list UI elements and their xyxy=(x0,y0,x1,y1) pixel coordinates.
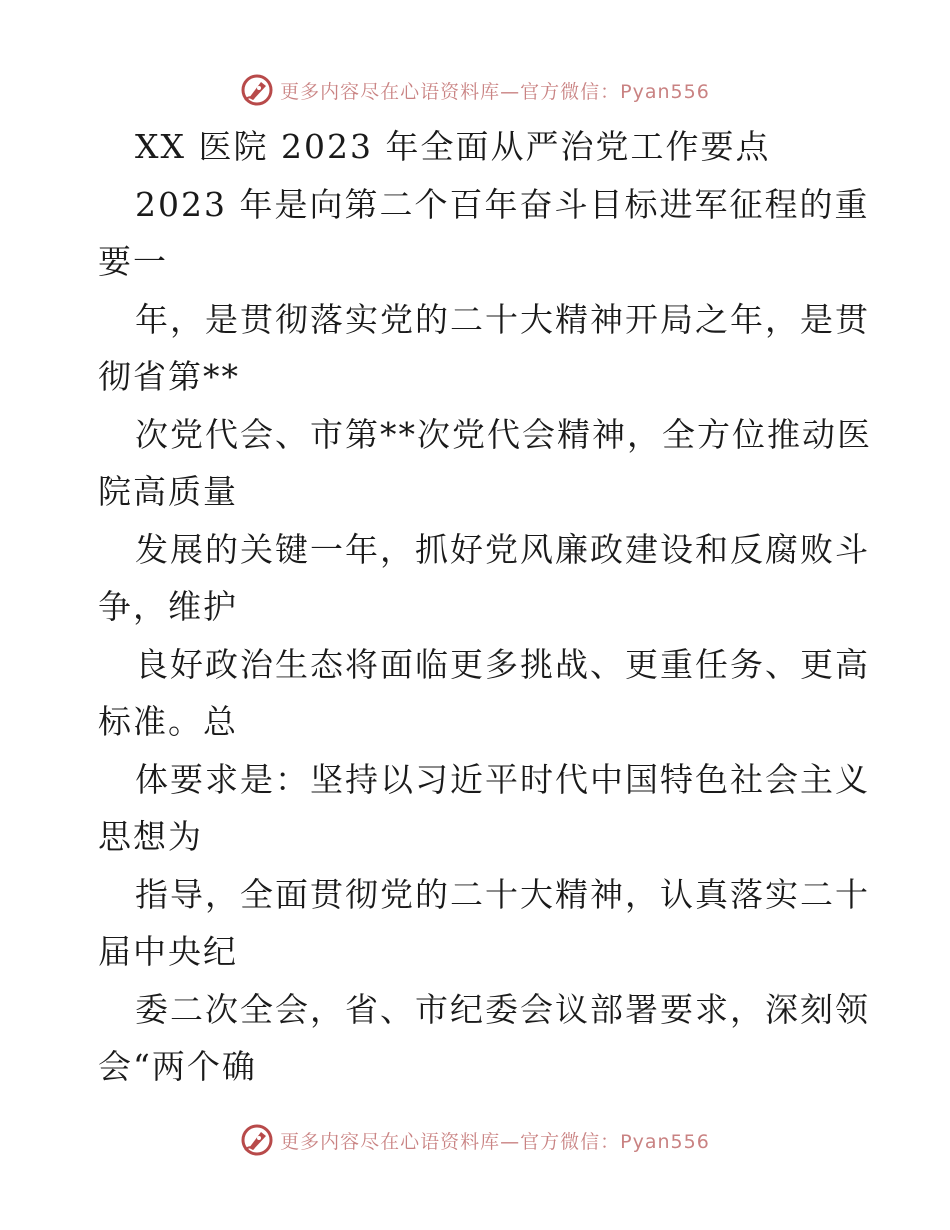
document-line: 院高质量 xyxy=(98,472,238,511)
document-line: 委二次全会，省、市纪委会议部署要求，深刻领 xyxy=(135,989,870,1029)
document-line: 2023 年是向第二个百年奋斗目标进军征程的重 xyxy=(135,184,870,224)
pen-nib-logo-icon xyxy=(240,73,274,107)
footer-banner-text: 更多内容尽在心语资料库—官方微信：Pyan556 xyxy=(280,1130,710,1153)
document-line: 次党代会、市第**次党代会精神，全方位推动医 xyxy=(135,414,872,454)
document-line: 彻省第** xyxy=(98,357,240,396)
document-line: 争，维护 xyxy=(98,587,238,626)
header-banner xyxy=(0,70,950,110)
footer-banner xyxy=(0,1120,950,1160)
document-line: 思想为 xyxy=(98,817,203,856)
document-line: 会“两个确 xyxy=(98,1047,257,1086)
document-line: 标准。总 xyxy=(98,702,238,741)
document-line: 届中央纪 xyxy=(98,932,238,971)
document-body xyxy=(98,118,872,1096)
document-line: 体要求是：坚持以习近平时代中国特色社会主义 xyxy=(135,759,870,799)
document-line: 良好政治生态将面临更多挑战、更重任务、更高 xyxy=(135,644,870,684)
document-title: XX 医院 2023 年全面从严治党工作要点 xyxy=(135,127,771,166)
document-line: 发展的关键一年，抓好党风廉政建设和反腐败斗 xyxy=(135,529,870,569)
document-line: 年，是贯彻落实党的二十大精神开局之年，是贯 xyxy=(135,299,870,339)
document-line: 指导，全面贯彻党的二十大精神，认真落实二十 xyxy=(135,874,870,914)
document-line: 要一 xyxy=(98,242,168,281)
pen-nib-logo-icon xyxy=(240,1123,274,1157)
header-banner-text: 更多内容尽在心语资料库—官方微信：Pyan556 xyxy=(280,80,710,103)
